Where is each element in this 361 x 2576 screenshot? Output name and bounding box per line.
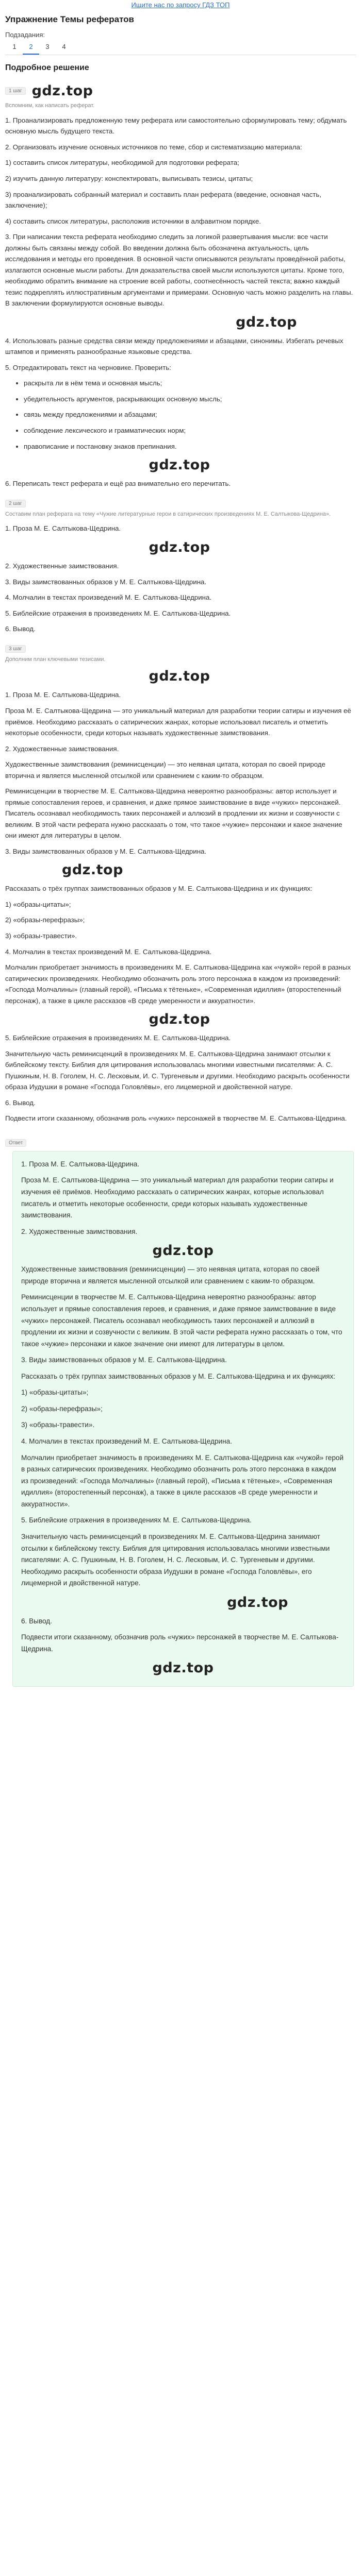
watermark: gdz.top [149,668,210,685]
step-3-hint: Дополним план ключевыми тезисами. [5,656,106,663]
step-1-hint: Вспомним, как написать реферат. [5,103,95,109]
answer-paragraph: Значительную часть реминисценций в произведениях М. Е. Салтыкова-Щедрина занимают отсылки к библейскому тексту. Библия для цитирования использовалась многими известными писателями: А. С. Пушкиным, Н. В. Гоголем, Н. С. Лесковым, И. С. Тургеневым и другими. Необходимо раскрыть особенности образа Иудушки в романе «Господа Головлёвы», его лицемерной и двойственной натуре. [21,1532,330,1587]
answer-paragraph: 3) «образы-травести». [21,1421,95,1429]
tab-subtask-1[interactable]: 1 [12,43,17,50]
step-1-paragraph: 4. Использовать разные средства связи между предложениями и абзацами, синонимы. Избегать речевых штампов и применять разнообразные языковые средства. [5,336,343,356]
step-2-label: 2 шаг [5,500,26,507]
plan-item: 6. Вывод. [5,625,36,633]
step-1-label: 1 шаг [5,87,26,95]
watermark: gdz.top [149,457,210,473]
step-3-paragraph: Подвести итоги сказанному, обозначив роль «чужих» персонажей в творчестве М. Е. Салтыкова-Щедрина. [5,1114,347,1123]
top-search-link[interactable]: Ищите нас по запросу ГДЗ ТОП [131,1,230,9]
step-3-paragraph: 1) «образы-цитаты»; [5,900,71,908]
step-1-paragraph: 2) изучить данную литературу: конспектировать, выписывать тезисы, цитаты; [5,174,253,182]
answer-paragraph: 2) «образы-перефразы»; [21,1404,103,1413]
tab-subtask-4[interactable]: 4 [62,43,66,50]
step-3-paragraph: Художественные заимствования (реминисценции) — это неявная цитата, которая по своей природе вторична и является мысленной отсылкой или сравнением с каким-то образцом. [5,760,326,779]
subtasks-label: Подзадания: [5,31,45,39]
answer-paragraph: 3. Виды заимствованных образов у М. Е. Салтыкова-Щедрина. [21,1356,227,1364]
step-3-paragraph: Значительную часть реминисценций в произведениях М. Е. Салтыкова-Щедрина занимают отсылки к библейскому тексту. Библия для цитирования использовалась многими известными писателями: А. С. Пушкиным, Н. В. Гоголем, Н. С. Лесковым, И. С. Тургеневым и другими. Необходимо раскрыть особенности образа Иудушки в романе «Господа Головлёвы», его лицемерной и двойственной натуре. [5,1049,350,1091]
answer-paragraph: 5. Библейские отражения в произведениях М. Е. Салтыкова-Щедрина. [21,1516,252,1524]
watermark: gdz.top [149,539,210,555]
watermark: gdz.top [152,1243,214,1259]
step-3-paragraph: Проза М. Е. Салтыкова-Щедрина — это уникальный материал для разработки теории сатиры и изучения её приёмов. Необходимо рассказать о сатирических жанрах, которые использовал писатель и отметить некоторые особенности, среди которых называть художественные заимствования. [5,707,351,737]
step-1 [5,83,354,489]
answer-paragraph: Реминисценции в творчестве М. Е. Салтыкова-Щедрина невероятно разнообразны: автор использует и прямые сопоставления героев, и сравнения, и даже прямое заимствование в виде «чужих» персонажей. Писатель осознавал необходимость таких персонажей и аллюзий в продлении их жизни и созвучности с великим. В этой части реферата нужно рассказать о том, что такое «чужие» персонажи и какое значение они имеют для литературы в целом. [21,1293,342,1348]
list-item: • связь между предложениями и абзацами; [24,409,354,420]
plan-item: 3. Виды заимствованных образов у М. Е. Салтыкова-Щедрина. [5,578,207,586]
watermark: gdz.top [149,1011,210,1028]
answer-box [12,1151,354,1687]
tab-subtask-2[interactable]: 2 [23,41,39,55]
plan-item: 5. Библейские отражения в произведениях М. Е. Салтыкова-Щедрина. [5,609,231,617]
answer-paragraph: Рассказать о трёх группах заимствованных образов у М. Е. Салтыкова-Щедрина и их функциях: [21,1372,336,1380]
step-3-paragraph: 4. Молчалин в текстах произведений М. Е. Салтыкова-Щедрина. [5,947,212,956]
list-item: • убедительность аргументов, раскрывающих основную мысль; [24,394,354,405]
plan-item: 1. Проза М. Е. Салтыкова-Щедрина. [5,524,121,533]
answer-paragraph: Молчалин приобретает значимость в произведениях М. Е. Салтыкова-Щедрина как «чужой» герой в разных сатирических произведениях. Необходимо обозначить роль этого персонажа в каждом из произведений: «Господа Молчалины» (главный герой), «Письма к тётеньке», «Современная идиллия» (второстепенный персонаж), а также в цикле рассказов «В среде умеренности и аккуратности». [21,1453,344,1508]
step-3-paragraph: Молчалин приобретает значимость в произведениях М. Е. Салтыкова-Щедрина как «чужой» герой в разных сатирических произведениях. Необходимо обозначить роль этого персонажа в каждом из произведений: «Господа Молчалины» (главный герой), «Письма к тётеньке», «Современная идиллия» (второстепенный персонаж), а также в цикле рассказов «В среде умеренности и аккуратности». [5,963,351,1005]
answer-paragraph: 1. Проза М. Е. Салтыкова-Щедрина. [21,1160,140,1168]
answer-paragraph: Художественные заимствования (реминисценции) — это неявная цитата, которая по своей природе вторична и является мысленной отсылкой или сравнением с каким-то образцом. [21,1265,320,1285]
answer-paragraph: Проза М. Е. Салтыкова-Щедрина — это уникальный материал для разработки теории сатиры и изучения её приёмов. Необходимо рассказать о сатирических жанрах, которые использовал писатель и отметить некоторые особенности, среди которых называть художественные заимствования. [21,1176,334,1219]
step-3 [5,645,354,1124]
step-3-paragraph: 5. Библейские отражения в произведениях М. Е. Салтыкова-Щедрина. [5,1034,231,1042]
step-1-paragraph: 1) составить список литературы, необходимой для подготовки реферата; [5,159,239,167]
step-3-paragraph: 3. Виды заимствованных образов у М. Е. Салтыкова-Щедрина. [5,847,207,855]
answer-paragraph: 2. Художественные заимствования. [21,1227,138,1235]
step-3-paragraph: 6. Вывод. [5,1098,36,1107]
step-1-paragraph: 5. Отредактировать текст на черновике. Проверить: [5,363,171,371]
watermark: gdz.top [31,83,93,99]
step-1-paragraph: 3. При написании текста реферата необходимо следить за логикой развертывания мысли: все части должны быть связаны между собой. Во введении должна быть обозначена актуальность, цель исследования и методы его проведения. В основной части описываются результаты проведённой работы, излагаются основные мысли работы. Для доказательства своей мысли используются цитаты. Кроме того, необходимо обратить внимание на строение всей работы, соотнесённость частей текста; важно каждый тезис подкреплять иллюстративным аргументами и примерами. Основную часть можно разделить на главы. В заключении формулируются основные выводы. [5,233,353,308]
list-item: • раскрыта ли в нём тема и основная мысль; [24,378,354,389]
step-1-paragraph: 3) проанализировать собранный материал и составить план реферата (введение, основная часть, заключение); [5,190,322,210]
step-3-paragraph: 2. Художественные заимствования. [5,744,119,753]
list-item: • соблюдение лексического и грамматических норм; [24,425,354,436]
step-1-paragraph: 1. Проанализировать предложенную тему реферата или самостоятельно сформулировать тему; обдумать основную мысль будущего текста. [5,116,347,135]
list-item: • правописание и постановку знаков препинания. [24,441,354,452]
watermark: gdz.top [227,1594,288,1611]
step-1-paragraph: 4) составить список литературы, расположив источники в алфавитном порядке. [5,217,261,225]
watermark: gdz.top [62,862,123,878]
answer-paragraph: 1) «образы-цитаты»; [21,1388,89,1397]
watermark: gdz.top [152,1660,214,1676]
step-2 [5,500,354,635]
answer-paragraph: Подвести итоги сказанному, обозначив роль «чужих» персонажей в творчестве М. Е. Салтыкова-Щедрина. [21,1633,339,1653]
step-3-paragraph: 3) «образы-травести». [5,931,77,940]
answer-label: Ответ [5,1139,26,1147]
step-3-paragraph: 1. Проза М. Е. Салтыкова-Щедрина. [5,691,121,699]
check-list [5,378,354,452]
solution-title: Подробное решение [5,63,89,72]
plan-item: 2. Художественные заимствования. [5,562,119,570]
step-1-paragraph: 6. Переписать текст реферата и ещё раз внимательно его перечитать. [5,480,231,488]
answer-paragraph: 6. Вывод. [21,1617,52,1625]
tab-subtask-3[interactable]: 3 [45,43,50,50]
page-title: Упражнение Темы рефератов [5,14,135,24]
subtask-tabs [6,41,361,55]
plan-item: 4. Молчалин в текстах произведений М. Е. Салтыкова-Щедрина. [5,594,212,602]
step-3-label: 3 шаг [5,645,26,653]
answer-paragraph: 4. Молчалин в текстах произведений М. Е. Салтыкова-Щедрина. [21,1437,232,1445]
step-1-paragraph: 2. Организовать изучение основных источников по теме, сбор и систематизацию материала: [5,143,302,151]
step-3-paragraph: Рассказать о трёх группах заимствованных образов у М. Е. Салтыкова-Щедрина и их функциях: [5,885,313,893]
step-3-paragraph: 2) «образы-перефразы»; [5,916,85,924]
step-2-hint: Составим план реферата на тему «Чужие литературные герои в сатирических произведениях М. Е. Салтыкова-Щедрина». [5,511,331,517]
step-3-paragraph: Реминисценции в творчестве М. Е. Салтыкова-Щедрина невероятно разнообразны: автор использует и прямые сопоставления героев, и сравнения, и даже прямое заимствование в виде «чужих» персонажей. Писатель осознавал необходимость таких персонажей и аллюзий в продлении их жизни и созвучности с великим. В этой части реферата нужно рассказать о том, что такое «чужие» персонажи и какое значение они имеют для литературы в целом. [5,787,342,840]
watermark: gdz.top [236,314,297,330]
